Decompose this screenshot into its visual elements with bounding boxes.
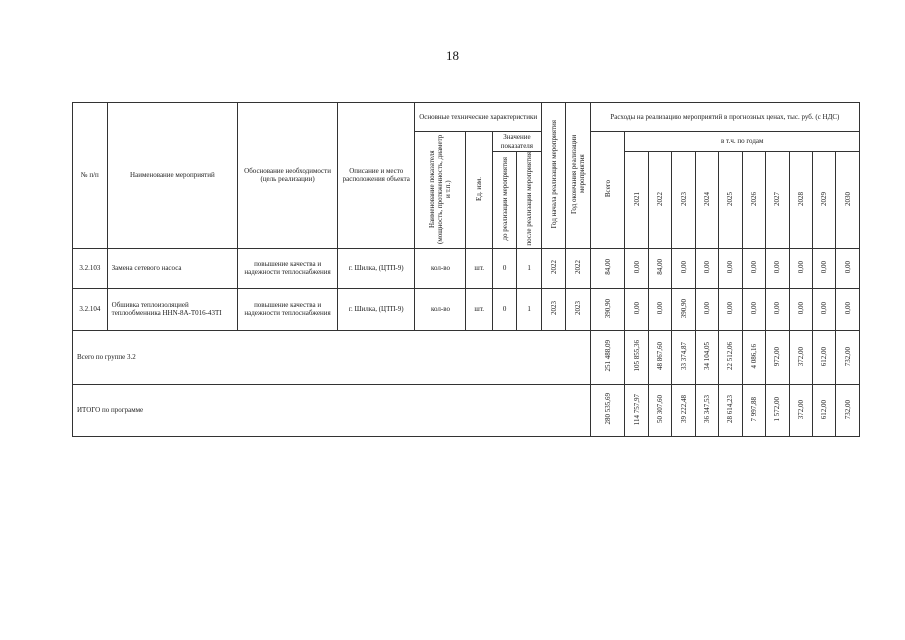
header-num: № п/п bbox=[73, 103, 108, 249]
group-year-value: 34 104,05 bbox=[702, 342, 711, 371]
row-year-value: 0,00 bbox=[632, 302, 641, 315]
program-table bbox=[72, 102, 860, 437]
row-after: 1 bbox=[517, 288, 541, 330]
header-indicator-group: Значение показателя bbox=[492, 132, 541, 152]
row-year-value: 0,00 bbox=[796, 261, 805, 274]
group-year-value: 372,00 bbox=[796, 346, 805, 366]
row-location: г. Шилка, (ЦТП-9) bbox=[338, 248, 415, 288]
row-year-value: 0,00 bbox=[843, 302, 852, 315]
program-total-row bbox=[73, 384, 860, 436]
header-year: 2027 bbox=[773, 191, 782, 206]
row-year-value: 0,00 bbox=[820, 302, 829, 315]
row-total: 84,00 bbox=[603, 259, 612, 276]
header-year-end: Год окончания реализации мероприятия bbox=[570, 134, 587, 214]
row-total: 390,90 bbox=[603, 298, 612, 318]
header-year: 2029 bbox=[820, 191, 829, 206]
row-year-value: 0,00 bbox=[679, 261, 688, 274]
program-year-value: 7 997,88 bbox=[749, 396, 758, 422]
row-year-end: 2022 bbox=[574, 260, 583, 275]
row-unit: шт. bbox=[466, 288, 493, 330]
row-num: 3.2.104 bbox=[73, 288, 108, 330]
row-before: 0 bbox=[492, 248, 516, 288]
program-year-value: 1 572,00 bbox=[773, 396, 782, 422]
program-year-value: 372,00 bbox=[796, 399, 805, 419]
row-name: Замена сетевого насоса bbox=[107, 248, 237, 288]
group-year-value: 33 374,87 bbox=[679, 342, 688, 371]
group-year-value: 4 086,16 bbox=[749, 343, 758, 369]
row-year-value: 0,00 bbox=[749, 302, 758, 315]
program-year-value: 28 614,23 bbox=[726, 395, 735, 424]
header-year: 2023 bbox=[679, 191, 688, 206]
program-total-value: 280 535,69 bbox=[603, 393, 612, 425]
header-costs-group: Расходы на реализацию мероприятий в прогнозных ценах, тыс. руб. (с НДС) bbox=[590, 103, 859, 132]
row-year-value: 0,00 bbox=[656, 302, 665, 315]
group-year-value: 612,00 bbox=[820, 346, 829, 366]
group-year-value: 22 512,06 bbox=[726, 342, 735, 371]
header-name: Наименование мероприятий bbox=[107, 103, 237, 249]
header-year: 2022 bbox=[656, 191, 665, 206]
row-year-value: 0,00 bbox=[726, 261, 735, 274]
program-year-value: 732,00 bbox=[843, 399, 852, 419]
row-num: 3.2.103 bbox=[73, 248, 108, 288]
row-tech-name: кол-во bbox=[415, 248, 466, 288]
header-year: 2025 bbox=[726, 191, 735, 206]
program-total-label: ИТОГО по программе bbox=[73, 384, 591, 436]
row-unit: шт. bbox=[466, 248, 493, 288]
header-justification: Обоснование необходимости (цель реализации) bbox=[238, 103, 338, 249]
row-year-value: 0,00 bbox=[702, 302, 711, 315]
header-year: 2028 bbox=[796, 191, 805, 206]
row-tech-name: кол-во bbox=[415, 288, 466, 330]
row-year-end: 2023 bbox=[574, 301, 583, 316]
header-total: Всего bbox=[603, 180, 612, 198]
row-year-value: 0,00 bbox=[749, 261, 758, 274]
program-year-value: 50 307,60 bbox=[656, 395, 665, 424]
row-year-value: 390,90 bbox=[679, 298, 688, 318]
program-year-value: 36 347,53 bbox=[702, 395, 711, 424]
row-location: г. Шилка, (ЦТП-9) bbox=[338, 288, 415, 330]
header-after: после реализации мероприятия bbox=[525, 152, 534, 246]
group-total-value: 251 488,09 bbox=[603, 340, 612, 372]
header-by-years: в т.ч. по годам bbox=[625, 132, 860, 152]
group-year-value: 732,00 bbox=[843, 346, 852, 366]
header-year: 2024 bbox=[702, 191, 711, 206]
row-before: 0 bbox=[492, 288, 516, 330]
row-year-start: 2022 bbox=[549, 260, 558, 275]
group-total-label: Всего по группе 3.2 bbox=[73, 330, 591, 384]
header-year-start: Год начала реализации мероприятия bbox=[549, 120, 558, 229]
row-year-value: 0,00 bbox=[843, 261, 852, 274]
group-year-value: 48 867,60 bbox=[656, 342, 665, 371]
row-name: Обшивка теплоизоляцией теплообменника HHN-8A-T016-43TI bbox=[107, 288, 237, 330]
group-year-value: 105 855,36 bbox=[632, 340, 641, 372]
header-tech-group: Основные технические характеристики bbox=[415, 103, 541, 132]
header-tech-name: Наименование показателя (мощность, протяженность, диаметр и т.п.) bbox=[428, 134, 453, 244]
table-row bbox=[73, 288, 860, 330]
group-year-value: 972,00 bbox=[773, 346, 782, 366]
row-year-start: 2023 bbox=[549, 301, 558, 316]
page-number: 18 bbox=[446, 48, 459, 63]
header-unit: Ед. изм. bbox=[475, 176, 484, 201]
header-year: 2026 bbox=[749, 191, 758, 206]
group-total-row bbox=[73, 330, 860, 384]
header-year: 2021 bbox=[632, 191, 641, 206]
header-before: до реализации мероприятия bbox=[500, 157, 509, 241]
program-year-value: 612,00 bbox=[820, 399, 829, 419]
row-year-value: 0,00 bbox=[702, 261, 711, 274]
header-location: Описание и место расположения объекта bbox=[338, 103, 415, 249]
row-year-value: 84,00 bbox=[656, 259, 665, 276]
program-year-value: 114 757,97 bbox=[632, 393, 641, 425]
row-justification: повышение качества и надежности теплоснабжения bbox=[238, 288, 338, 330]
row-year-value: 0,00 bbox=[796, 302, 805, 315]
program-year-value: 39 222,48 bbox=[679, 395, 688, 424]
header-year: 2030 bbox=[843, 191, 852, 206]
row-year-value: 0,00 bbox=[773, 302, 782, 315]
row-year-value: 0,00 bbox=[632, 261, 641, 274]
row-year-value: 0,00 bbox=[773, 261, 782, 274]
row-year-value: 0,00 bbox=[820, 261, 829, 274]
row-justification: повышение качества и надежности теплоснабжения bbox=[238, 248, 338, 288]
table-row bbox=[73, 248, 860, 288]
row-after: 1 bbox=[517, 248, 541, 288]
row-year-value: 0,00 bbox=[726, 302, 735, 315]
